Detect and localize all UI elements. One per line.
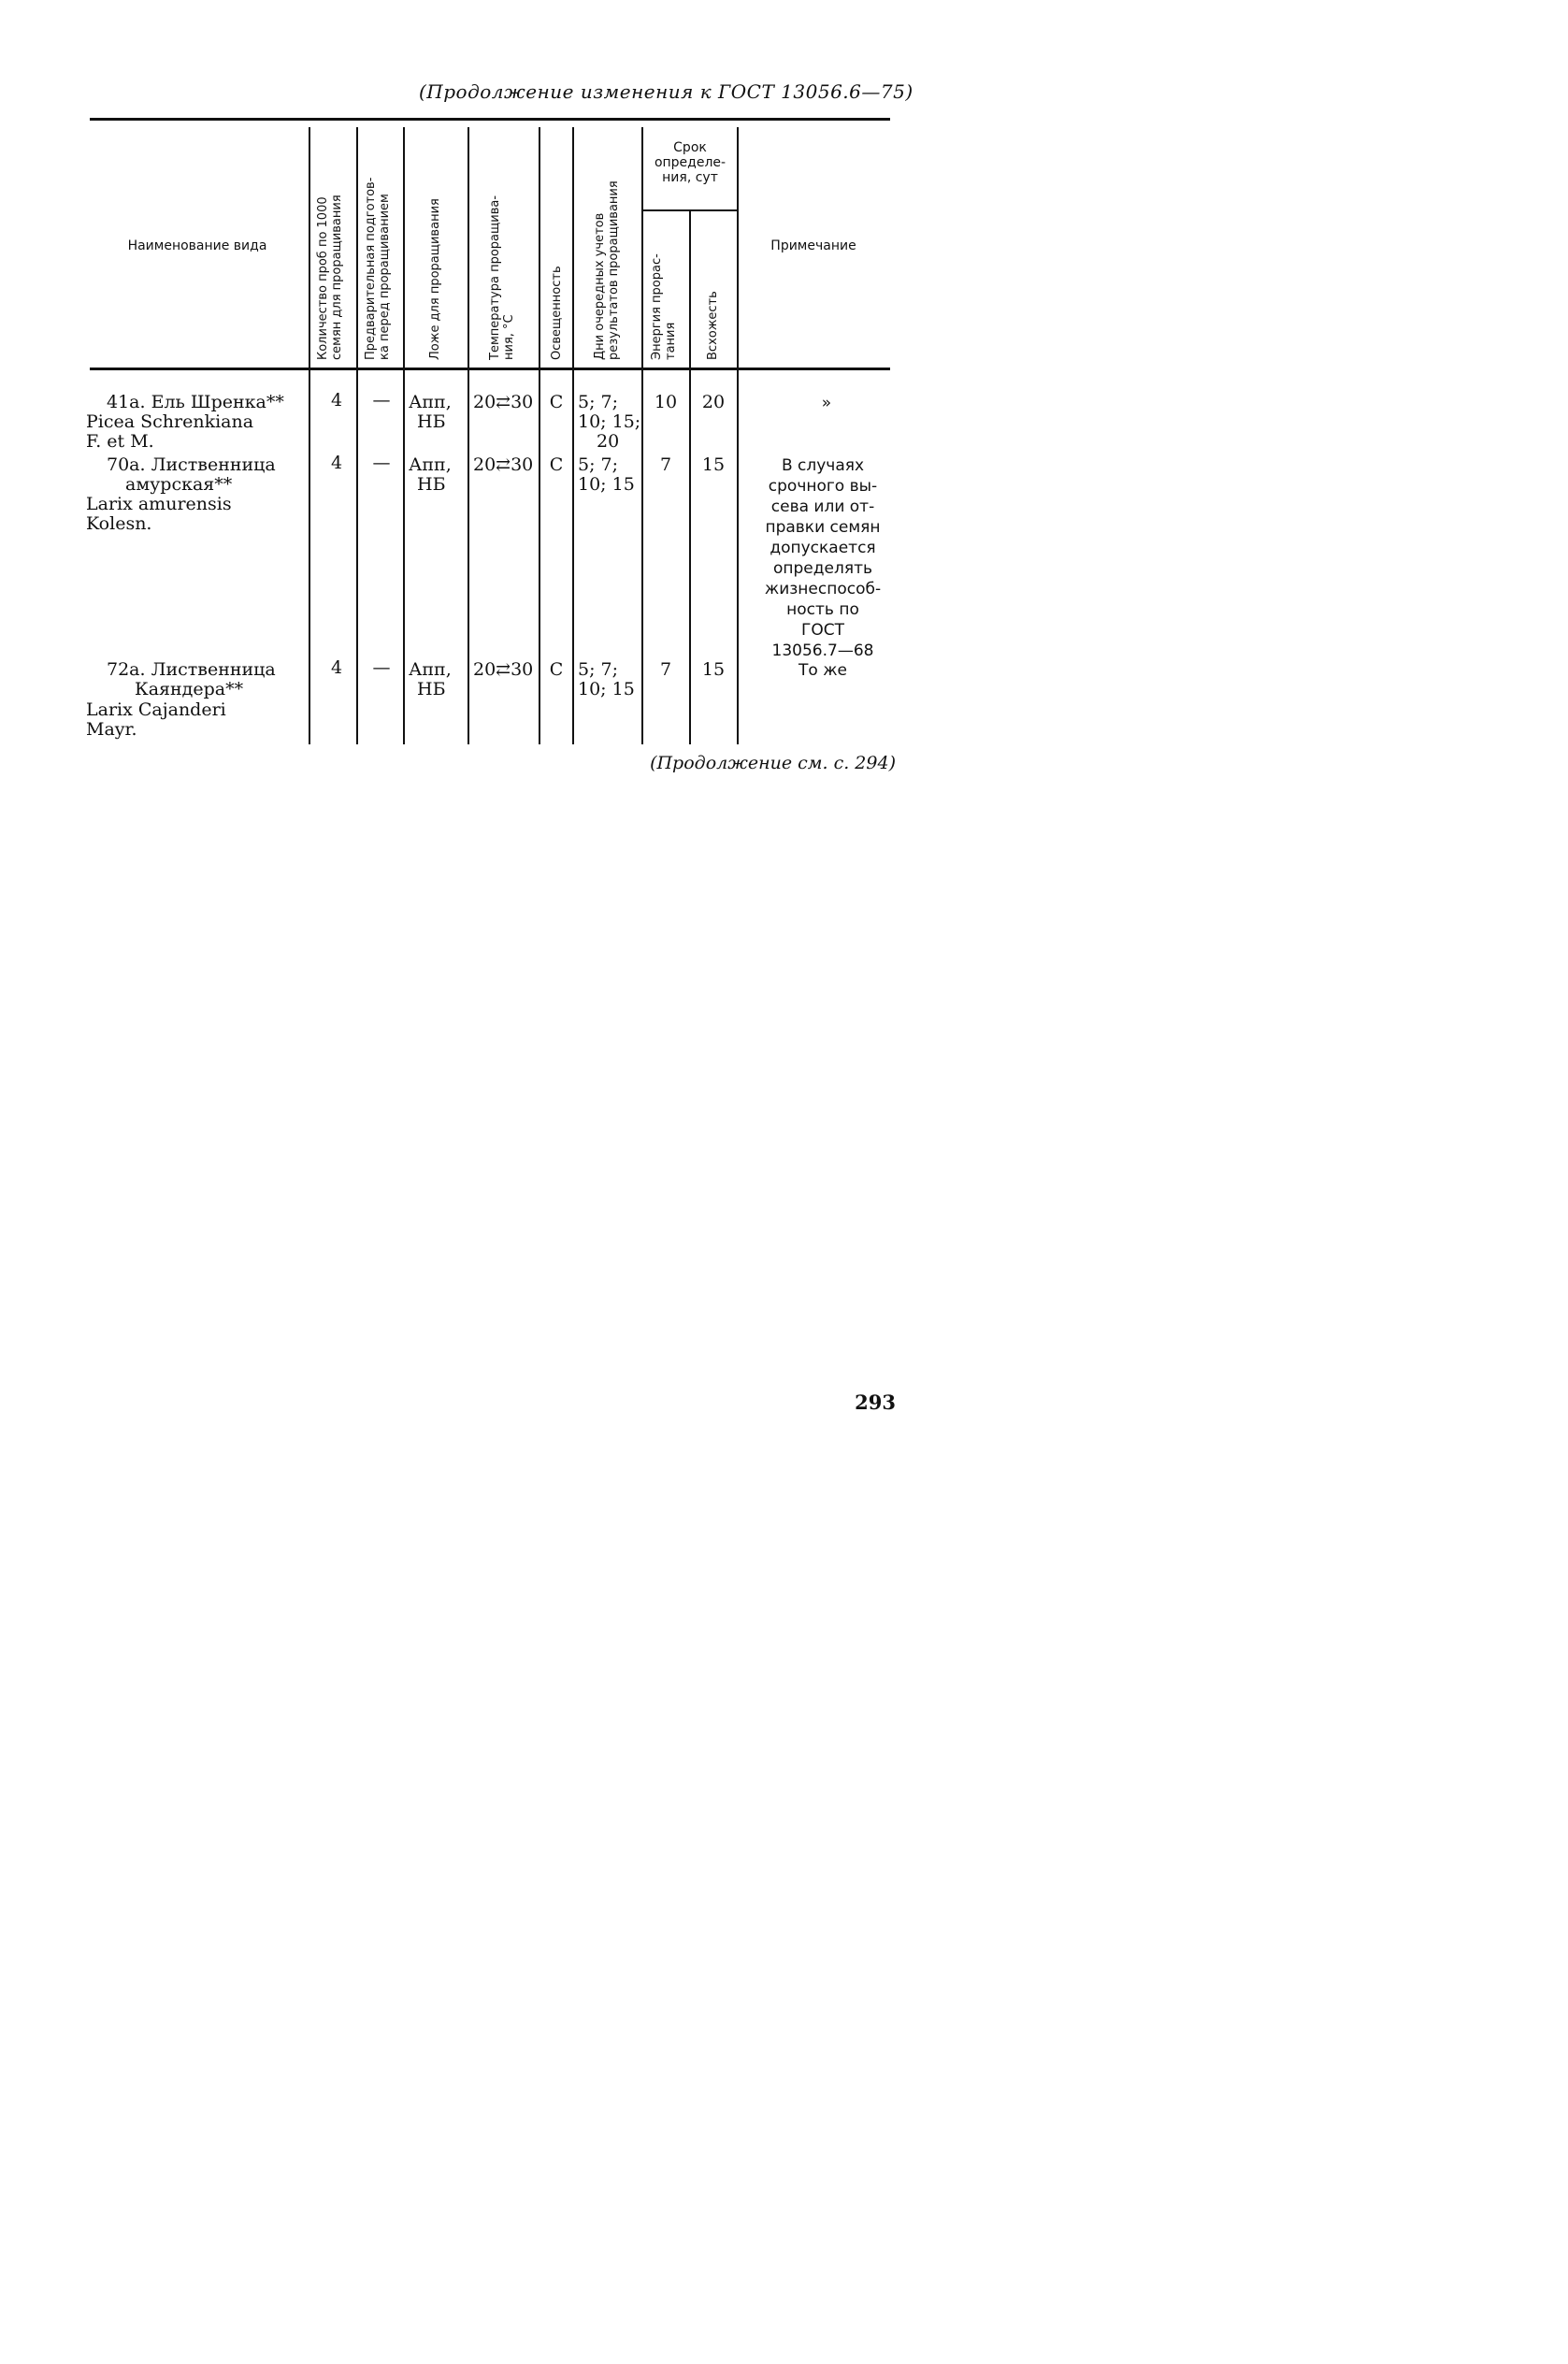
column-header-term-group: Срок определе- ния, сут (654, 140, 726, 185)
bed-value: Апп, НБ (409, 392, 452, 432)
header-continuation: (Продолжение изменения к ГОСТ 13056.6—75) (419, 80, 913, 103)
samples-value: 4 (330, 453, 343, 473)
column-header-bed: Ложе для проращивания (428, 198, 442, 360)
species-name: 72а. Лиственница Каяндера** (107, 659, 276, 699)
energy-value: 10 (654, 392, 678, 412)
light-value: С (549, 454, 564, 475)
germination-value: 15 (701, 659, 726, 680)
bed-value: Апп, НБ (409, 659, 452, 699)
species-latin: Larix amurensis Kolesn. (86, 494, 232, 534)
bed-value: Апп, НБ (409, 454, 452, 495)
column-header-note: Примечание (770, 238, 856, 253)
prep-value: — (372, 390, 391, 411)
table-head-rule (90, 368, 890, 370)
days-value: 5; 7; 10; 15; 20 (578, 392, 641, 452)
light-value: С (549, 392, 564, 412)
temp-value: 20⇄30 (473, 659, 534, 680)
col-separator (737, 127, 739, 744)
temp-value: 20⇄30 (473, 454, 534, 475)
temp-value: 20⇄30 (473, 392, 534, 412)
note-value: В случаях срочного вы- сева или от- правки семян допускается определять жизнеспособ- ность по ГОСТ 13056.7—68 (764, 456, 882, 660)
germination-value: 15 (701, 454, 726, 475)
column-header-prep: Предварительная подготов- ка перед проращиванием (364, 177, 392, 360)
table-top-rule (90, 118, 890, 121)
col-separator (356, 127, 358, 744)
prep-value: — (372, 657, 391, 678)
column-header-samples: Количество проб по 1000 семян для проращивания (316, 195, 344, 360)
column-header-light: Освещенность (550, 266, 564, 360)
prep-value: — (372, 453, 391, 473)
species-latin: Larix Cajanderi Mayr. (86, 699, 226, 740)
column-header-name: Наименование вида (127, 238, 267, 253)
col-separator (539, 127, 540, 744)
column-header-temp: Температура проращива- ния, °С (488, 195, 516, 360)
column-header-days: Дни очередных учетов результатов проращивания (593, 180, 621, 360)
energy-value: 7 (659, 659, 672, 680)
days-value: 5; 7; 10; 15 (578, 659, 635, 699)
page-number: 293 (855, 1391, 896, 1414)
col-separator (468, 127, 469, 744)
footer-continuation: (Продолжение см. с. 294) (650, 753, 896, 773)
column-header-germination: Всхожесть (706, 291, 720, 360)
note-value: То же (798, 661, 847, 680)
col-separator (403, 127, 405, 744)
col-separator (641, 127, 643, 744)
samples-value: 4 (330, 390, 343, 411)
col-separator (309, 127, 310, 744)
column-header-energy: Энергия прорас- тания (650, 253, 678, 360)
species-name: 41а. Ель Шренка** (107, 392, 284, 412)
light-value: С (549, 659, 564, 680)
col-separator (689, 211, 691, 744)
col-separator (572, 127, 574, 744)
samples-value: 4 (330, 657, 343, 678)
germination-value: 20 (701, 392, 726, 412)
energy-value: 7 (659, 454, 672, 475)
species-latin: Picea Schrenkiana F. et M. (86, 411, 254, 452)
species-name: 70а. Лиственница амурская** (107, 454, 276, 495)
note-value: » (821, 394, 832, 412)
days-value: 5; 7; 10; 15 (578, 454, 635, 495)
